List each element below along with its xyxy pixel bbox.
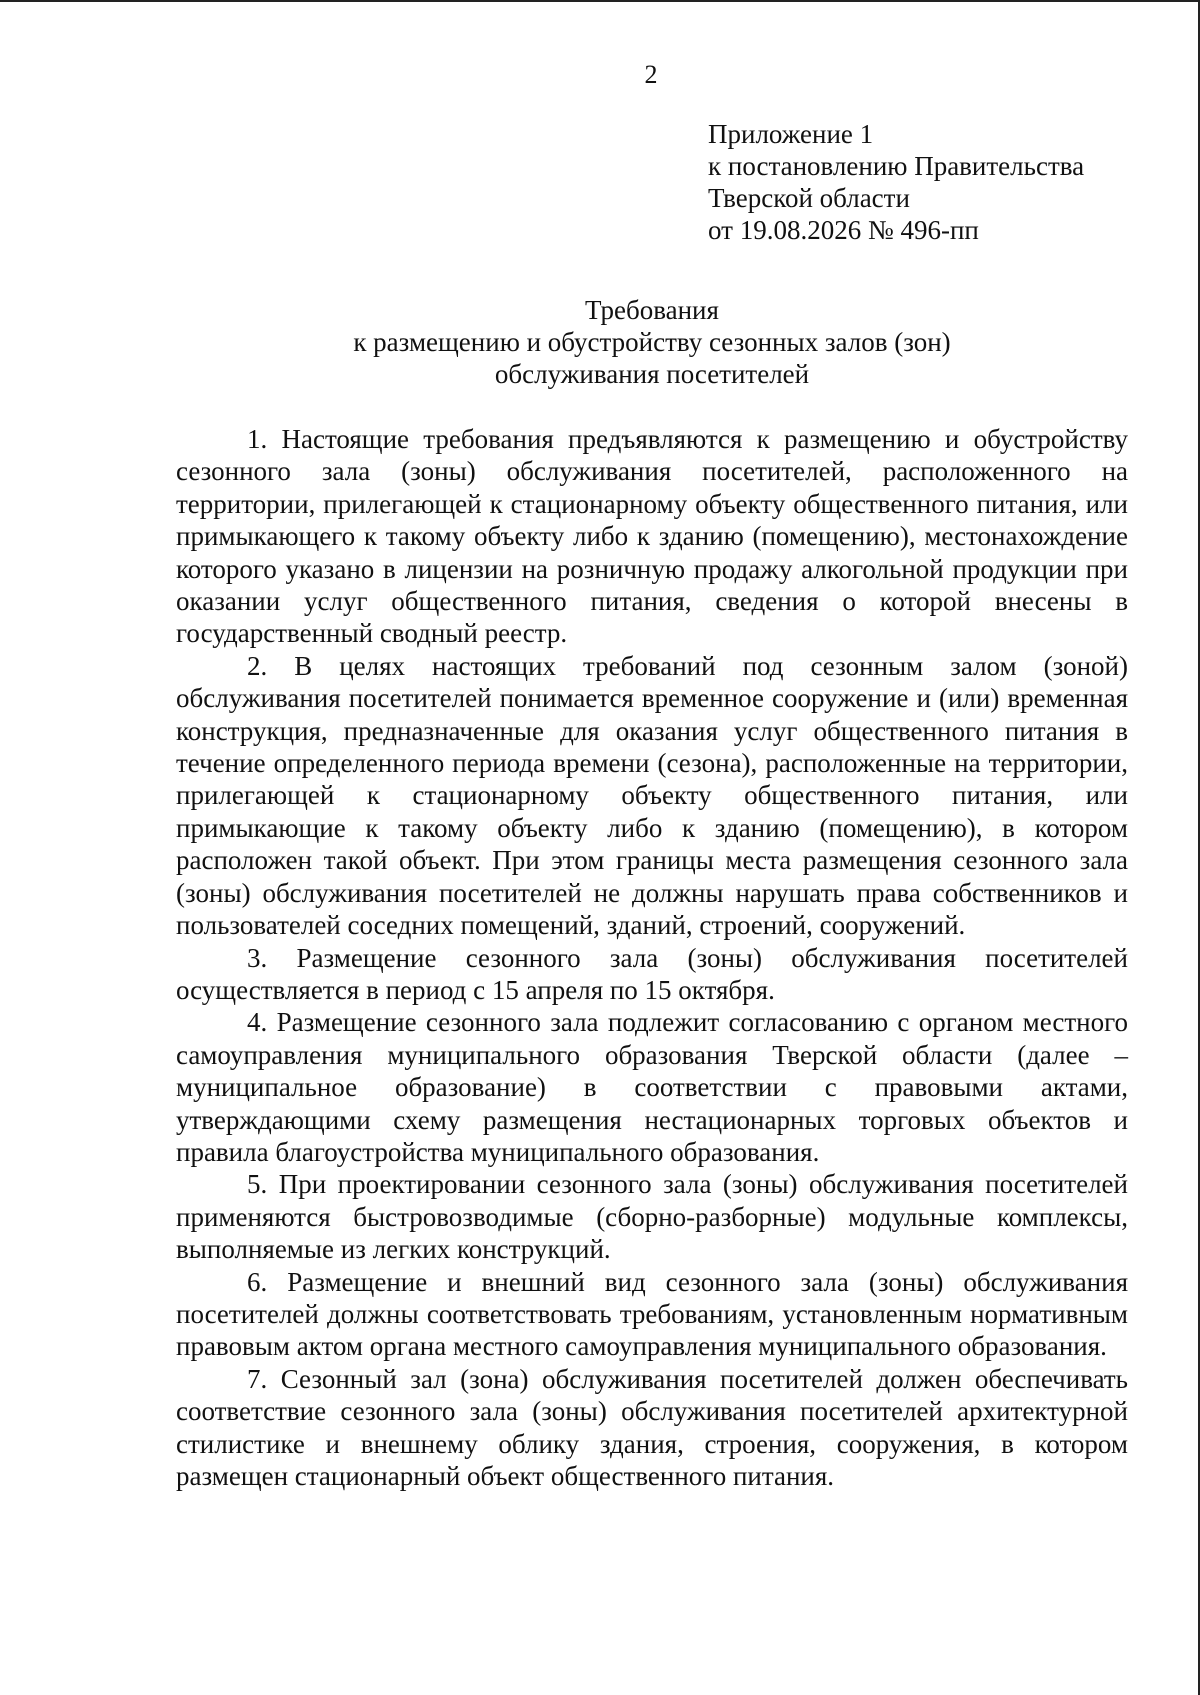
paragraph-4: 4. Размещение сезонного зала подлежит согласованию с органом местного самоуправления муниципального образования Тверской области (далее – муниципальное образование) в соответствии с правовыми актами, утверждающими схему размещения нестационарных торговых объектов и правила благоустройства муниципального образования. — [176, 1007, 1128, 1167]
appendix-line: Приложение 1 — [708, 119, 874, 149]
paragraph-3: 3. Размещение сезонного зала (зоны) обслуживания посетителей осуществляется в период с 15 апреля по 15 октября. — [176, 942, 1128, 1005]
page-number: 2 — [644, 60, 658, 89]
title-line: к размещению и обустройству сезонных залов (зон) — [353, 327, 951, 357]
appendix-line: Тверской области — [708, 183, 910, 213]
document-title — [176, 294, 1128, 390]
scan-edge-top — [0, 0, 1200, 2]
appendix-line: от 19.08.2026 № 496-пп — [708, 215, 979, 245]
title-line: Требования — [585, 295, 719, 325]
appendix-reference — [708, 118, 1084, 246]
title-line: обслуживания посетителей — [494, 359, 810, 389]
paragraph-2: 2. В целях настоящих требований под сезонным залом (зоной) обслуживания посетителей понимается временное сооружение и (или) временная конструкция, предназначенные для оказания услуг общественного питания в течение определенного периода времени (сезона), расположенные на территории, прилегающей к стационарному объекту общественного питания, или примыкающие к такому объекту либо к зданию (помещению), в котором расположен такой объект. При этом границы места размещения сезонного зала (зоны) обслуживания посетителей не должны нарушать права собственников и пользователей соседних помещений, зданий, строений, сооружений. — [176, 650, 1128, 941]
paragraph-6: 6. Размещение и внешний вид сезонного зала (зоны) обслуживания посетителей должны соответствовать требованиям, установленным нормативным правовым актом органа местного самоуправления муниципального образования. — [176, 1266, 1128, 1362]
paragraph-1: 1. Настоящие требования предъявляются к размещению и обустройству сезонного зала (зоны) обслуживания посетителей, расположенного на территории, прилегающей к стационарному объекту общественного питания, или примыкающего к такому объекту либо к зданию (помещению), местонахождение которого указано в лицензии на розничную продажу алкогольной продукции при оказании услуг общественного питания, сведения о которой внесены в государственный сводный реестр. — [176, 424, 1128, 649]
appendix-line: к постановлению Правительства — [708, 151, 1085, 181]
document-body — [176, 423, 1128, 1492]
paragraph-7: 7. Сезонный зал (зона) обслуживания посетителей должен обеспечивать соответствие сезонного зала (зоны) обслуживания посетителей архитектурной стилистике и внешнему облику здания, строения, сооружения, в котором размещен стационарный объект общественного питания. — [176, 1363, 1128, 1491]
paragraph-5: 5. При проектировании сезонного зала (зоны) обслуживания посетителей применяются быстровозводимые (сборно-разборные) модульные комплексы, выполняемые из легких конструкций. — [176, 1169, 1128, 1265]
